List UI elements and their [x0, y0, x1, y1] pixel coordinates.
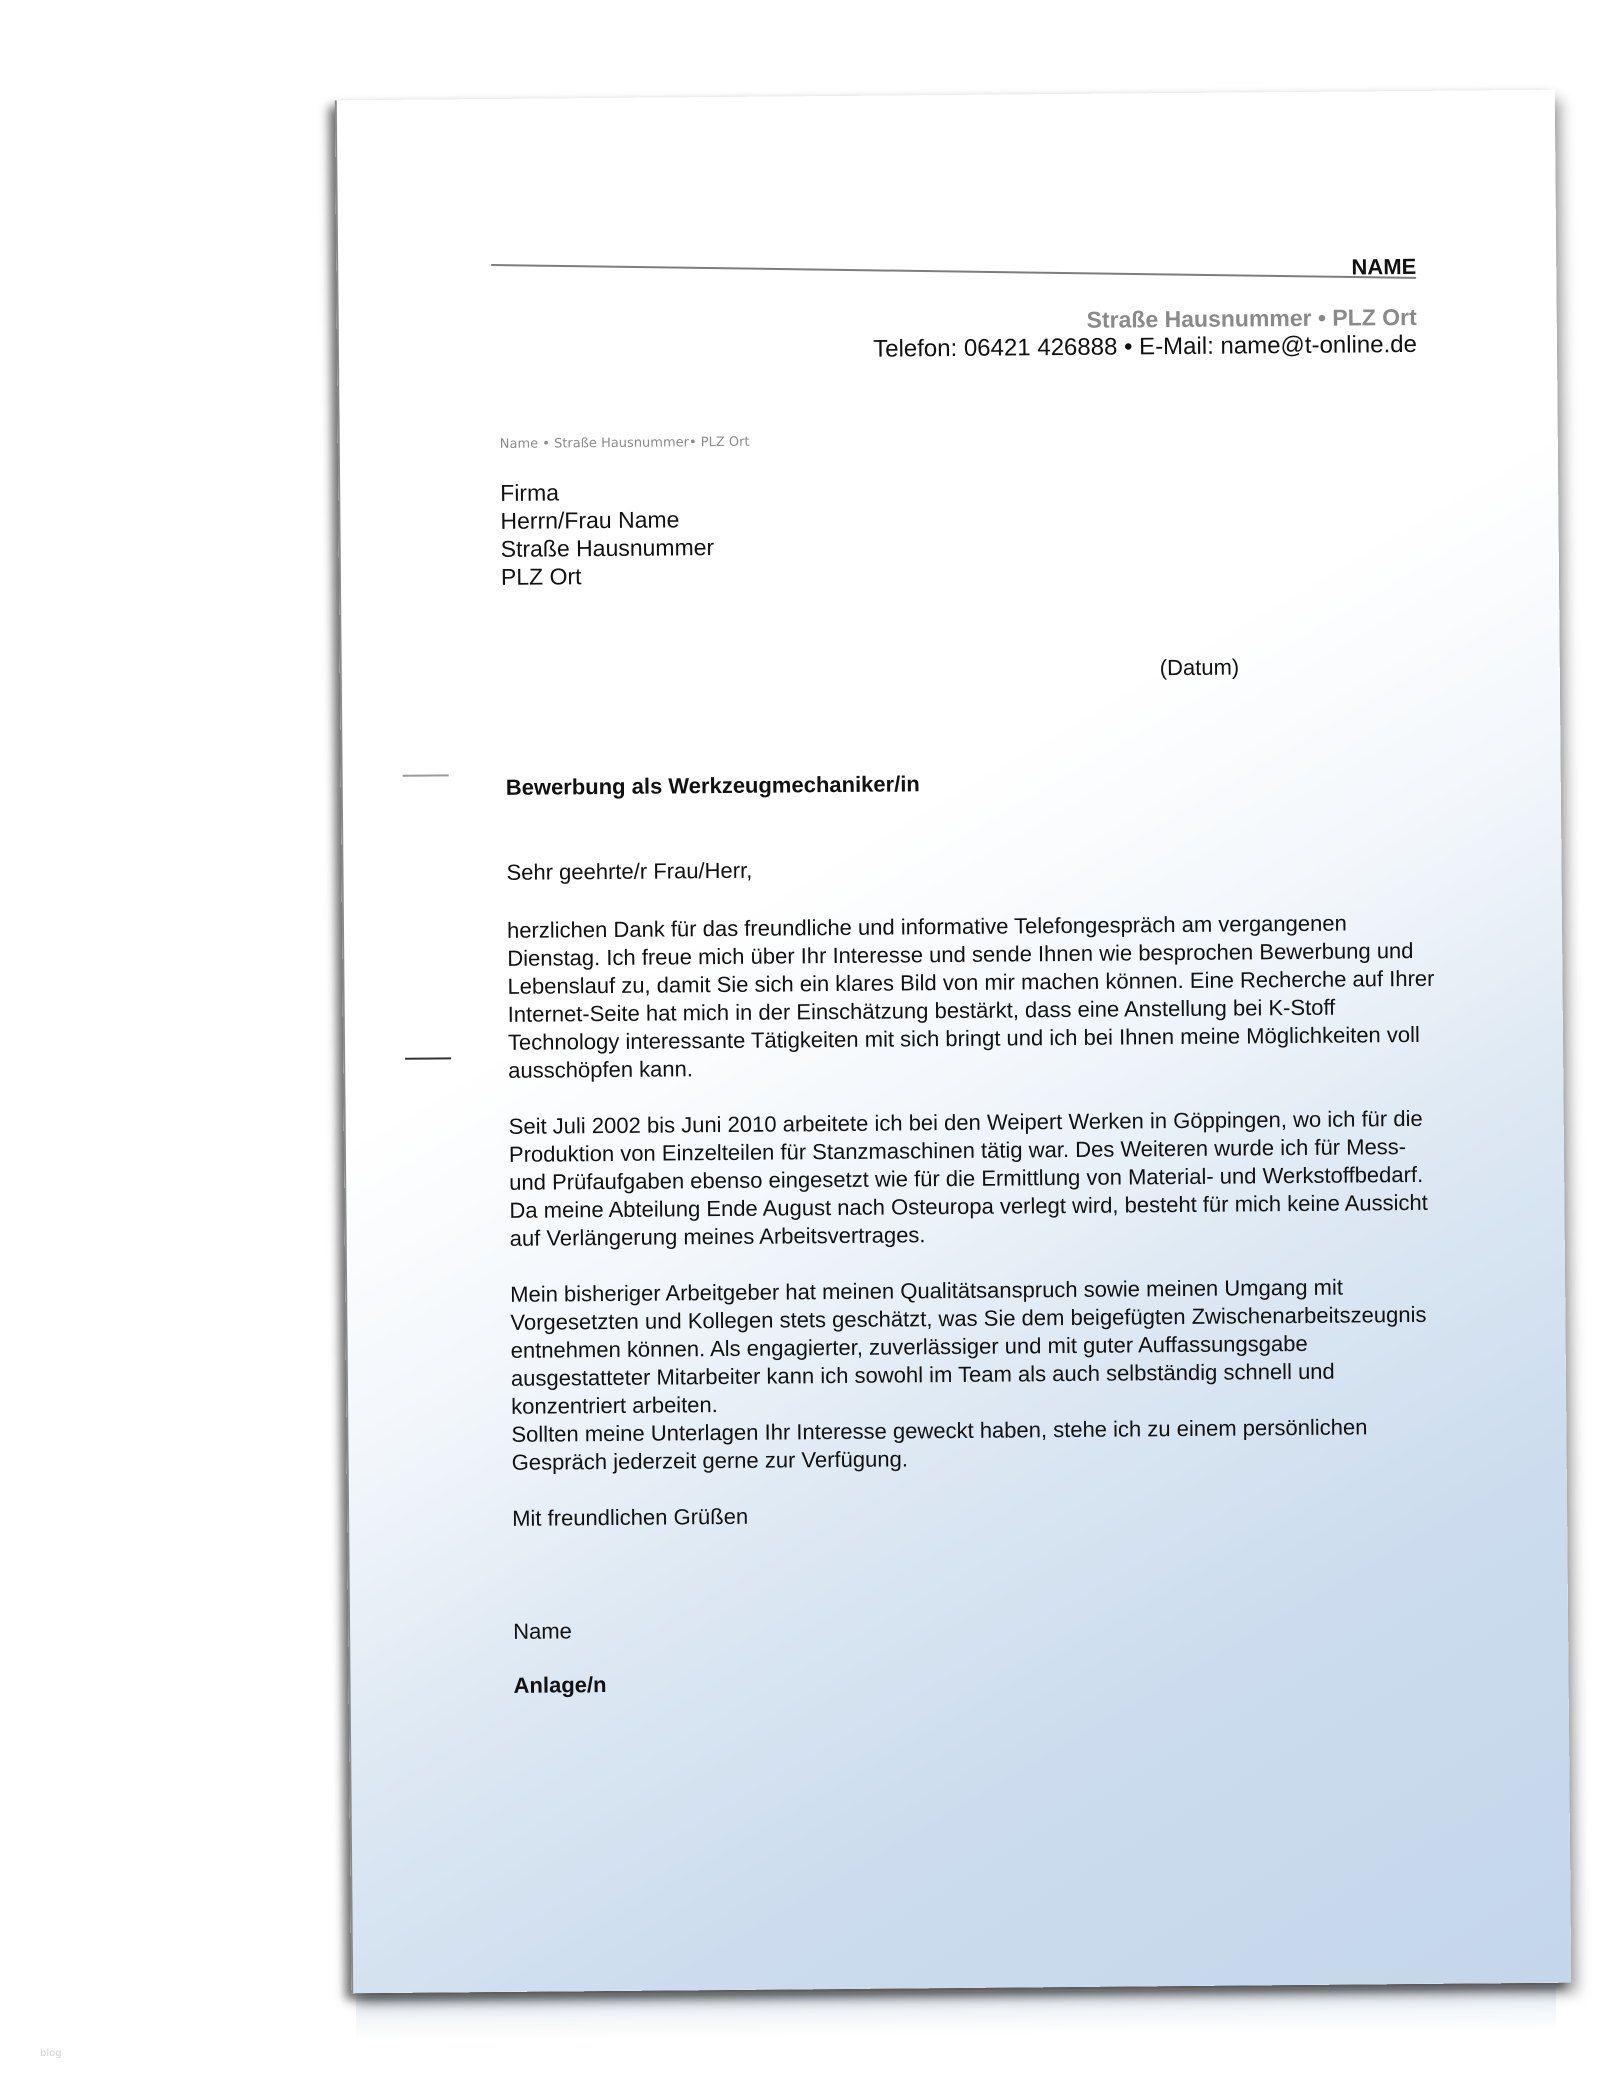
closing: Mit freundlichen Grüßen [512, 1503, 749, 1531]
body-paragraph: Mein bisheriger Arbeitgeber hat meinen Qualitätsanspruch sowie meinen Umgang mit Vorgesetzten und Kollegen stets geschätzt, was Sie dem beigefügten Zwischenarbeitszeugnis entnehmen können. Als engagierter, zuverlässiger und mit guter Auffassungsgabe ausgestatteter Mitarbeiter kann ich sowohl im Team als auch selbständig schnell und konzentriert arbeiten. [510, 1274, 1427, 1419]
recipient-person: Herrn/Frau Name [500, 506, 680, 534]
letter-sheet [335, 90, 1571, 1994]
punch-mark [405, 1057, 451, 1059]
header-rule [491, 264, 1416, 279]
fold-mark [403, 774, 449, 776]
recipient-city: PLZ Ort [500, 563, 582, 590]
letter-date: (Datum) [1159, 654, 1240, 681]
recipient-street: Straße Hausnummer [500, 534, 715, 562]
watermark: blog [40, 2048, 62, 2059]
recipient-company: Firma [500, 479, 560, 506]
signature-name: Name [513, 1618, 572, 1644]
sheet-reflection [356, 1987, 1556, 2041]
letter-body [506, 851, 1447, 1533]
salutation: Sehr geehrte/r Frau/Herr, [506, 857, 753, 885]
sender-contact: Telefon: 06421 426888 • E-Mail: name@t-online.de [873, 330, 1418, 363]
return-address-line: Name • Straße Hausnummer• PLZ Ort [499, 434, 750, 452]
body-paragraph: Seit Juli 2002 bis Juni 2010 arbeitete ich bei den Weipert Werken in Göppingen, wo ich für die Produktion von Einzelteilen für Stanzmaschinen tätig war. Des Weiteren wurde ich für Mess- und Prüfaufgaben ebenso eingesetzt wie für die Ermittlung von Material- und Werkstoffbedarf. Da meine Abteilung Ende August nach Osteuropa verlegt wird, besteht für mich keine Aussicht auf Verlängerung meines Arbeitsvertrages. [508, 1105, 1428, 1251]
letter-subject: Bewerbung als Werkzeugmechaniker/in [505, 771, 920, 800]
sender-address: Straße Hausnummer • PLZ Ort [1086, 303, 1417, 333]
sender-name: NAME [1351, 253, 1417, 280]
body-paragraph: Sollten meine Unterlagen Ihr Interesse geweckt haben, stehe ich zu einem persönlichen Gespräch jederzeit gerne zur Verfügung. [511, 1414, 1368, 1475]
enclosure-label: Anlage/n [513, 1672, 607, 1698]
body-paragraph: herzlichen Dank für das freundliche und informative Telefongespräch am vergangenen Dienstag. Ich freue mich über Ihr Interesse und sende Ihnen wie besprochen Bewerbung und Lebenslauf zu, damit Sie sich ein klares Bild von mir machen können. Eine Recherche auf Ihrer Internet-Seite hat mich in der Einschätzung bestärkt, dass eine Anstellung bei K-Stoff Technology interessante Tätigkeiten mit sich bringt und ich bei Ihnen meine Möglichkeiten voll ausschöpfen kann. [506, 910, 1435, 1083]
letter-content [337, 90, 1571, 1994]
recipient-block [500, 477, 714, 591]
